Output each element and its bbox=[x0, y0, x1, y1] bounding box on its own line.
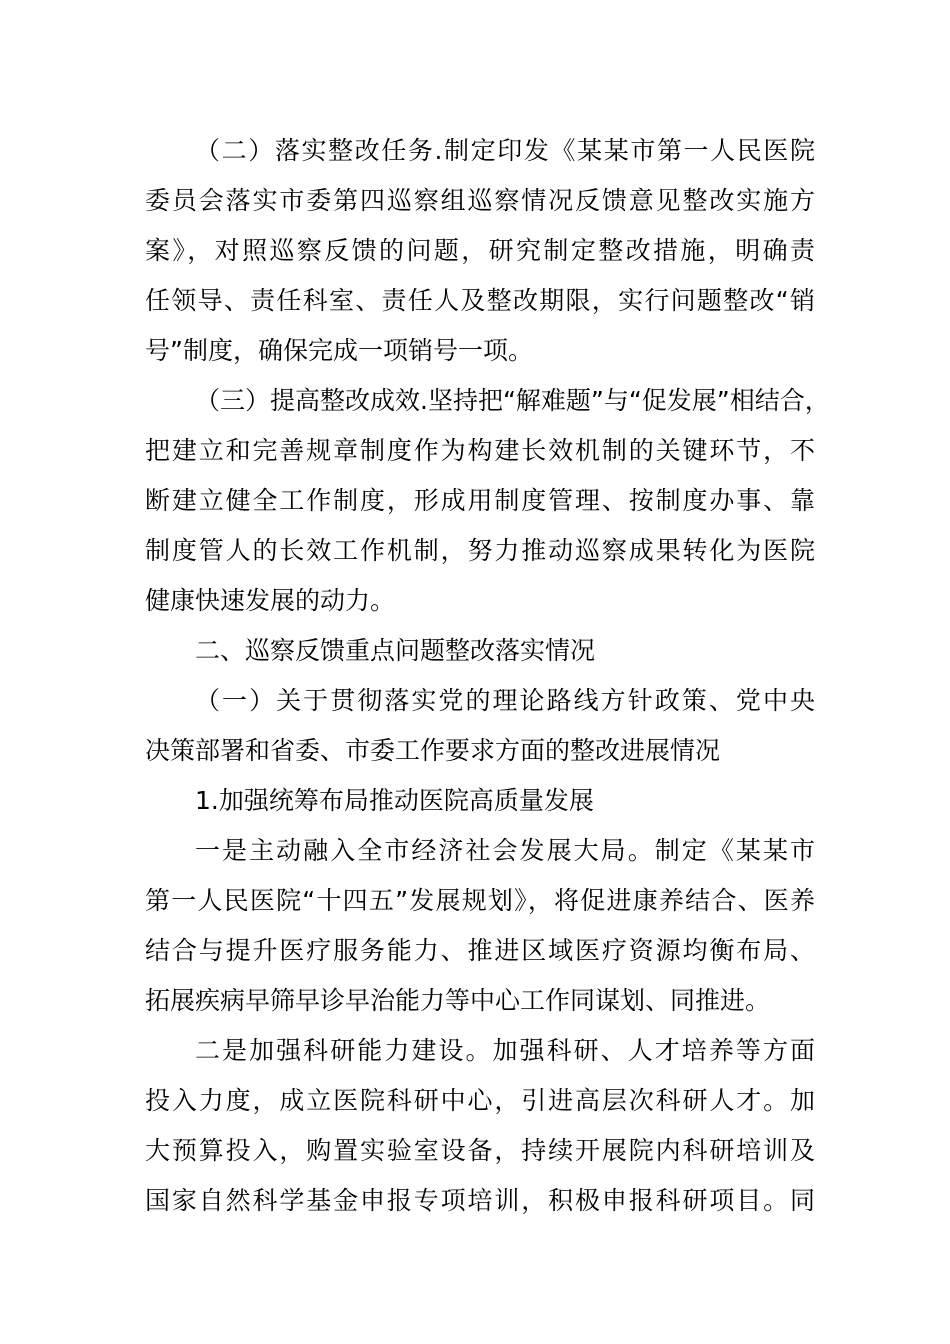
paragraph-first-line-1: 一是主动融入全市经济社会发展大局。制定《某某市 bbox=[195, 836, 815, 865]
paragraph-first-line-4: 拓展疾病早筛早诊早治能力等中心工作同谋划、同推进。 bbox=[145, 986, 771, 1015]
paragraph-first-line-3: 结合与提升医疗服务能力、推进区域医疗资源均衡布局、 bbox=[145, 936, 815, 965]
paragraph-second-line-4: 国家自然科学基金申报专项培训，积极申报科研项目。同 bbox=[145, 1186, 815, 1215]
paragraph-second-line-3: 大预算投入，购置实验室设备，持续开展院内科研培训及 bbox=[145, 1136, 815, 1165]
paragraph-3-line-1: （三）提高整改成效.坚持把“解难题”与“促发展”相结合， bbox=[195, 386, 830, 415]
paragraph-2-line-1: （二）落实整改任务.制定印发《某某市第一人民医院 bbox=[195, 136, 815, 165]
item-heading: 1.加强统筹布局推动医院高质量发展 bbox=[195, 786, 594, 815]
paragraph-2-line-4: 任领导、责任科室、责任人及整改期限，实行问题整改“销 bbox=[145, 286, 815, 315]
section-heading: 二、巡察反馈重点问题整改落实情况 bbox=[195, 636, 596, 665]
paragraph-3-line-3: 断建立健全工作制度，形成用制度管理、按制度办事、靠 bbox=[145, 486, 815, 515]
paragraph-2-line-5: 号”制度，确保完成一项销号一项。 bbox=[145, 336, 533, 365]
paragraph-second-line-1: 二是加强科研能力建设。加强科研、人才培养等方面 bbox=[195, 1036, 815, 1065]
subsection-heading-line-1: （一）关于贯彻落实党的理论路线方针政策、党中央 bbox=[195, 686, 815, 715]
paragraph-3-line-4: 制度管人的长效工作机制，努力推动巡察成果转化为医院 bbox=[145, 536, 815, 565]
paragraph-2-line-3: 案》，对照巡察反馈的问题，研究制定整改措施，明确责 bbox=[145, 236, 815, 265]
paragraph-first-line-2: 第一人民医院“十四五”发展规划》，将促进康养结合、医养 bbox=[145, 886, 815, 915]
paragraph-3-line-2: 把建立和完善规章制度作为构建长效机制的关键环节，不 bbox=[145, 436, 815, 465]
paragraph-second-line-2: 投入力度，成立医院科研中心，引进高层次科研人才。加 bbox=[145, 1086, 815, 1115]
paragraph-3-line-5: 健康快速发展的动力。 bbox=[145, 586, 396, 615]
paragraph-2-line-2: 委员会落实市委第四巡察组巡察情况反馈意见整改实施方 bbox=[145, 186, 815, 215]
subsection-heading-line-2: 决策部署和省委、市委工作要求方面的整改进展情况 bbox=[145, 736, 721, 765]
